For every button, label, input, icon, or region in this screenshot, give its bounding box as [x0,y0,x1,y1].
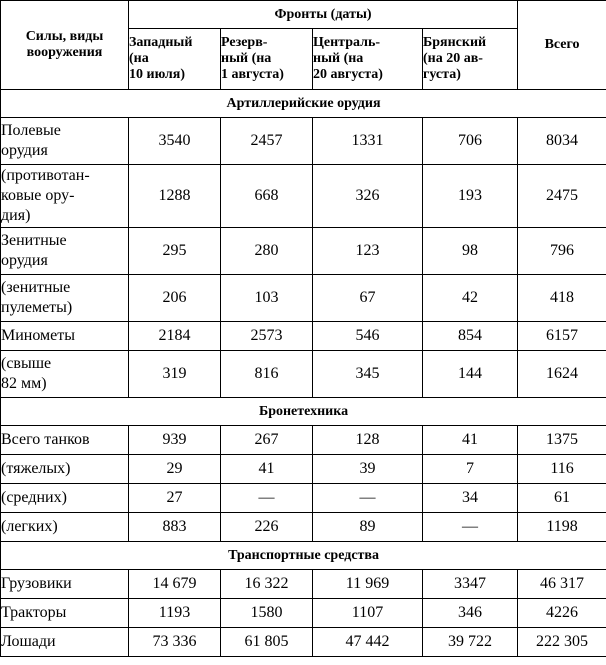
total-cell: 222 305 [518,628,606,657]
table-row [1,351,606,398]
table-row [1,570,606,599]
row-label [1,599,129,628]
row-label-line: орудия [1,142,48,159]
total-cell: 6157 [518,322,606,351]
table-row [1,118,606,165]
section-title: Бронетехника [1,398,606,426]
value-cell: 11 969 [313,570,423,599]
row-label [1,426,129,455]
table-row [1,426,606,455]
section-row [1,542,606,570]
value-cell: 1331 [313,118,423,165]
value-cell: 47 442 [313,628,423,657]
table-row [1,484,606,513]
row-label-line: Тракторы [1,604,67,621]
value-cell: 3540 [129,118,221,165]
front-header-line: (на [129,51,149,66]
value-cell: 98 [423,228,518,275]
section-title: Транспортные средства [1,542,606,570]
value-cell: 41 [221,455,313,484]
forces-types-header [1,1,129,90]
total-cell: 796 [518,228,606,275]
fronts-header: Фронты (даты) [129,1,518,29]
value-cell: 326 [313,165,423,228]
total-cell: 1624 [518,351,606,398]
row-label-line: (свыше [1,355,52,372]
header-left-line: Силы, виды [25,29,104,44]
value-cell: 267 [221,426,313,455]
value-cell: 3347 [423,570,518,599]
value-cell: 706 [423,118,518,165]
table-row [1,455,606,484]
row-label-line: Всего танков [1,431,90,448]
table-row [1,513,606,542]
value-cell: 206 [129,275,221,322]
total-cell: 1198 [518,513,606,542]
row-label-line: орудия [1,252,48,269]
value-cell: 27 [129,484,221,513]
value-cell: 67 [313,275,423,322]
value-cell: 1580 [221,599,313,628]
front-header-line: 10 июля) [129,67,186,82]
row-label [1,455,129,484]
front-header-line: Брянский [423,35,487,50]
row-label [1,118,129,165]
total-cell: 8034 [518,118,606,165]
row-label-line: 82 мм) [1,375,47,392]
value-cell: 1107 [313,599,423,628]
row-label [1,275,129,322]
value-cell: 73 336 [129,628,221,657]
value-cell: 89 [313,513,423,542]
row-label-line: Грузовики [1,575,72,592]
value-cell: 2573 [221,322,313,351]
value-cell: 39 [313,455,423,484]
row-label [1,165,129,228]
value-cell: 193 [423,165,518,228]
total-cell: 1375 [518,426,606,455]
value-cell: 854 [423,322,518,351]
value-cell: 883 [129,513,221,542]
table-row [1,322,606,351]
total-cell: 4226 [518,599,606,628]
value-cell: — [423,513,518,542]
front-header [221,29,313,90]
value-cell: 41 [423,426,518,455]
row-label-line: дия) [1,207,31,224]
value-cell: 226 [221,513,313,542]
row-label-line: пулеметы) [1,299,73,316]
row-label [1,228,129,275]
table-row [1,628,606,657]
row-label-line: Зенитные [1,232,67,249]
front-header-line: ный (на [313,51,364,66]
value-cell: 2184 [129,322,221,351]
front-header [313,29,423,90]
front-header-line: Централь- [313,35,381,50]
row-label-line: Лошади [1,633,56,650]
value-cell: 14 679 [129,570,221,599]
row-label [1,351,129,398]
total-cell: 2475 [518,165,606,228]
table-body [1,90,606,657]
value-cell: 34 [423,484,518,513]
section-row [1,90,606,118]
row-label-line: Полевые [1,122,61,139]
row-label-line: (средних) [1,489,67,506]
value-cell: 29 [129,455,221,484]
row-label-line: (противотан- [1,167,90,184]
value-cell: 7 [423,455,518,484]
total-header: Всего [518,1,606,90]
header-left-line: вооружения [26,45,103,60]
section-title: Артиллерийские орудия [1,90,606,118]
value-cell: 319 [129,351,221,398]
value-cell: — [221,484,313,513]
total-cell: 46 317 [518,570,606,599]
row-label-line: (легких) [1,518,58,535]
front-header-line: густа) [423,67,461,82]
value-cell: 546 [313,322,423,351]
value-cell: 144 [423,351,518,398]
total-cell: 61 [518,484,606,513]
row-label-line: ковые ору- [1,187,75,204]
value-cell: 280 [221,228,313,275]
table-row [1,165,606,228]
value-cell: 346 [423,599,518,628]
front-header-line: Резерв- [221,35,268,50]
row-label [1,322,129,351]
table-row [1,599,606,628]
value-cell: 39 722 [423,628,518,657]
front-header-line: 20 августа) [313,67,383,82]
table-row [1,275,606,322]
value-cell: 295 [129,228,221,275]
front-header [423,29,518,90]
front-header-line: Западный [129,35,193,50]
value-cell: 103 [221,275,313,322]
table-row [1,228,606,275]
value-cell: 61 805 [221,628,313,657]
value-cell: 939 [129,426,221,455]
value-cell: 345 [313,351,423,398]
value-cell: 1288 [129,165,221,228]
table-header [1,1,606,90]
value-cell: 2457 [221,118,313,165]
value-cell: — [313,484,423,513]
value-cell: 816 [221,351,313,398]
row-label-line: Минометы [1,327,76,344]
row-label [1,628,129,657]
value-cell: 668 [221,165,313,228]
total-cell: 116 [518,455,606,484]
front-header-line: (на 20 ав- [423,51,483,66]
total-cell: 418 [518,275,606,322]
value-cell: 16 322 [221,570,313,599]
row-label-line: (тяжелых) [1,460,71,477]
row-label [1,484,129,513]
front-header-line: 1 августа) [221,67,284,82]
value-cell: 123 [313,228,423,275]
row-label-line: (зенитные [1,279,71,296]
section-row [1,398,606,426]
row-label [1,513,129,542]
row-label [1,570,129,599]
value-cell: 1193 [129,599,221,628]
value-cell: 128 [313,426,423,455]
front-header-line: ный (на [221,51,272,66]
front-header [129,29,221,90]
value-cell: 42 [423,275,518,322]
